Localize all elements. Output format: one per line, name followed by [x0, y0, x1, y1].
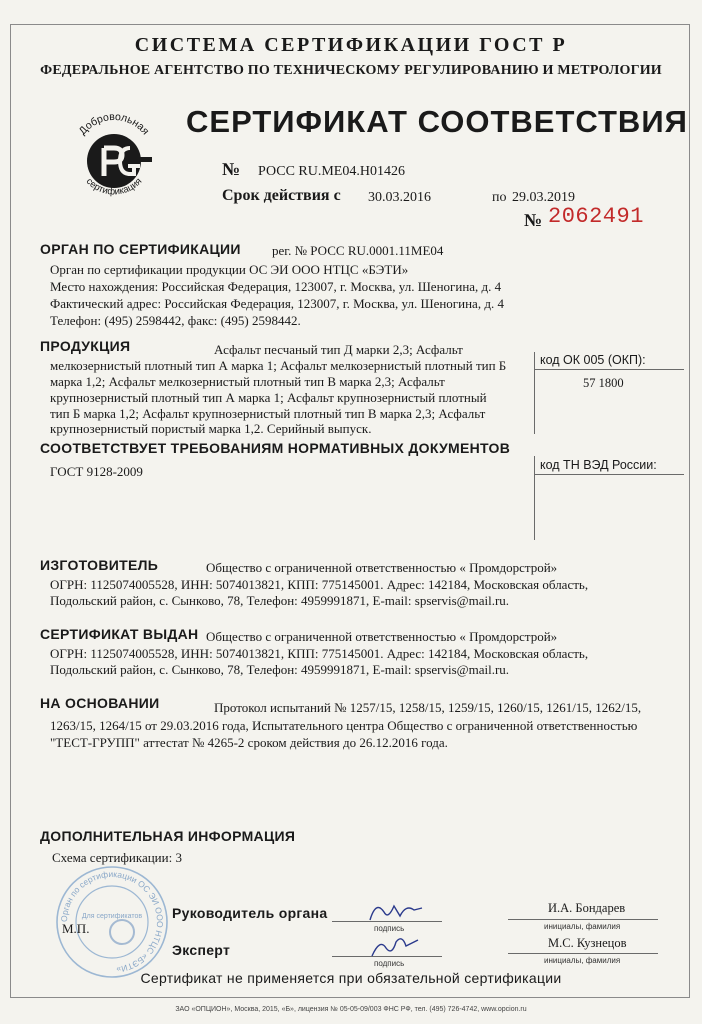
printer-caption: ЗАО «ОПЦИОН», Москва, 2015, «Б», лицензия № 05-05-09/003 ФНС РФ, тел. (495) 726-4742, www.opcion.ru — [175, 1006, 527, 1013]
okp-label: код ОК 005 (ОКП): — [540, 353, 646, 367]
tnved-label: код ТН ВЭД России: — [540, 458, 657, 472]
basis-section-title: НА ОСНОВАНИИ — [40, 695, 160, 711]
body-line: Место нахождения: Российская Федерация, 123007, г. Москва, ул. Шеногина, д. 4 — [50, 279, 502, 294]
okp-box-left-rule — [534, 352, 535, 434]
manufacturer-line: Подольский район, с. Сынково, 78, Телефон: 4959991871, E-mail: spservis@mail.ru. — [50, 593, 510, 608]
issued-section-title: СЕРТИФИКАТ ВЫДАН — [40, 626, 199, 642]
mp-label: М.П. — [62, 921, 90, 936]
manufacturer-section-title: ИЗГОТОВИТЕЛЬ — [40, 557, 159, 573]
conforms-section-title: СООТВЕТСТВУЕТ ТРЕБОВАНИЯМ НОРМАТИВНЫХ ДОКУМЕНТОВ — [40, 440, 511, 456]
head-name: И.А. Бондарев — [548, 901, 626, 915]
okp-value: 57 1800 — [583, 376, 624, 390]
product-line: мелкозернистый плотный тип А марка 1; Асфальт мелкозернистый плотный тип Б — [50, 358, 507, 373]
tnved-box-left-rule — [534, 456, 535, 540]
expert-label: Эксперт — [172, 942, 231, 958]
expert-signature-icon — [366, 930, 426, 960]
head-name-caption: инициалы, фамилия — [544, 922, 621, 931]
certification-scheme: Схема сертификации: 3 — [52, 850, 182, 865]
serial-symbol: № — [524, 210, 543, 230]
head-sign-caption: подпись — [374, 924, 405, 933]
body-section-title: ОРГАН ПО СЕРТИФИКАЦИИ — [40, 241, 241, 257]
head-name-line — [508, 919, 658, 920]
basis-line: Протокол испытаний № 1257/15, 1258/15, 1259/15, 1260/15, 1261/15, 1262/15, — [214, 700, 642, 715]
manufacturer-line: ОГРН: 1125074005528, ИНН: 5074013821, КПП: 775145001. Адрес: 142184, Московская область, — [50, 577, 589, 592]
valid-from-date: 30.03.2016 — [368, 190, 431, 205]
expert-name: М.С. Кузнецов — [548, 936, 627, 950]
serial-number: 2062491 — [548, 204, 644, 229]
certificate-title: СЕРТИФИКАТ СООТВЕТСТВИЯ — [186, 104, 688, 139]
issued-line: ОГРН: 1125074005528, ИНН: 5074013821, КПП: 775145001. Адрес: 142184, Московская область, — [50, 646, 589, 661]
issued-name: Общество с ограниченной ответственностью « Промдорстрой» — [206, 629, 558, 644]
head-signature-icon — [366, 896, 426, 926]
svg-text:Орган по сертификации ОС ЭИ ОО: Орган по сертификации ОС ЭИ ООО НТЦС «БЭТИ» — [58, 868, 166, 975]
validity-label: Срок действия с — [222, 187, 341, 204]
agency-title: ФЕДЕРАЛЬНОЕ АГЕНТСТВО ПО ТЕХНИЧЕСКОМУ РЕГУЛИРОВАНИЮ И МЕТРОЛОГИИ — [40, 63, 662, 78]
basis-line: 1263/15, 1264/15 от 29.03.2016 года, Испытательного центра Общество с ограниченной ответственностью — [50, 718, 638, 733]
certificate-number: РОСС RU.МЕ04.Н01426 — [258, 164, 405, 179]
system-title: СИСТЕМА СЕРТИФИКАЦИИ ГОСТ Р — [134, 34, 568, 56]
svg-text:Для сертификатов: Для сертификатов — [81, 913, 143, 920]
body-line: Фактический адрес: Российская Федерация, 123007, г. Москва, ул. Шеногина, д. 4 — [50, 296, 504, 311]
expert-name-line — [508, 953, 658, 954]
issued-line: Подольский район, с. Сынково, 78, Телефон: 4959991871, E-mail: spservis@mail.ru. — [50, 662, 510, 677]
product-line: крупнозернистый пористый марка 1,2. Серийный выпуск. — [50, 421, 372, 436]
expert-name-caption: инициалы, фамилия — [544, 956, 621, 965]
body-line: Телефон: (495) 2598442, факс: (495) 2598442. — [50, 313, 301, 328]
product-line: тип Б марка 1,2; Асфальт крупнозернистый плотный тип В марка 2,3; Асфальт — [50, 406, 486, 421]
svg-text:сертификация: сертификация — [83, 176, 145, 198]
manufacturer-name: Общество с ограниченной ответственностью « Промдорстрой» — [206, 560, 558, 575]
head-label: Руководитель органа — [172, 905, 328, 921]
valid-to-date: 29.03.2019 — [512, 190, 575, 205]
product-line: марка 1,2; Асфальт мелкозернистый плотный тип В марка 2,3; Асфальт — [50, 374, 445, 389]
okp-box-rule — [534, 369, 684, 370]
valid-to-label: по — [492, 190, 507, 205]
conforms-standard: ГОСТ 9128-2009 — [50, 464, 143, 479]
product-section-title: ПРОДУКЦИЯ — [40, 338, 131, 354]
body-line: Орган по сертификации продукции ОС ЭИ ООО НТЦС «БЭТИ» — [50, 262, 409, 277]
product-line: Асфальт песчаный тип Д марки 2,3; Асфальт — [214, 342, 463, 357]
basis-line: "ТЕСТ-ГРУПП" аттестат № 4265-2 сроком действия до 26.12.2016 года. — [50, 735, 448, 750]
body-reg-number: рег. № РОСС RU.0001.11МЕ04 — [272, 243, 444, 258]
tnved-box-rule — [534, 474, 684, 475]
rosstest-pct-logo-icon — [64, 106, 164, 206]
not-applied-note: Сертификат не применяется при обязательной сертификации — [140, 970, 562, 986]
product-line: крупнозернистый плотный тип А марка 1; Асфальт крупнозернистый плотный — [50, 390, 487, 405]
expert-sign-caption: подпись — [374, 959, 405, 968]
number-symbol: № — [222, 159, 241, 179]
svg-text:Добровольная: Добровольная — [76, 110, 152, 138]
additional-section-title: ДОПОЛНИТЕЛЬНАЯ ИНФОРМАЦИЯ — [40, 828, 296, 844]
